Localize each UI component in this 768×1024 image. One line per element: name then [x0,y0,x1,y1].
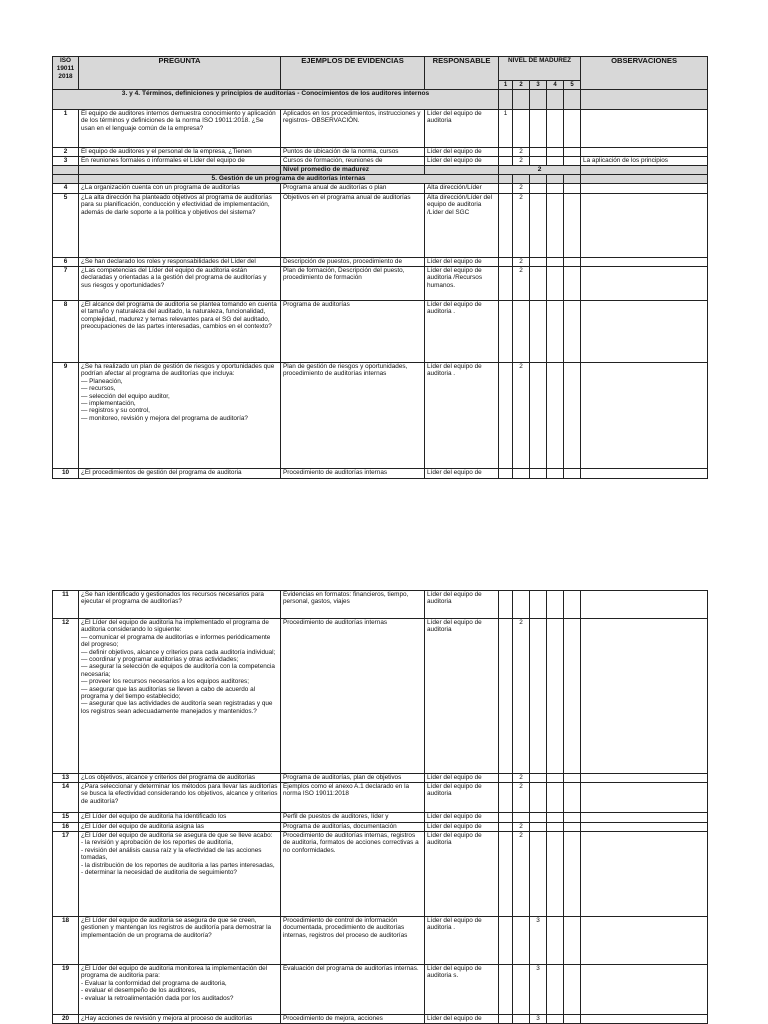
maturity-level-3-cell [530,148,547,157]
maturity-level-value: 2 [513,823,530,832]
table-row [53,832,708,917]
observation-text [581,110,708,148]
table-row [53,591,708,619]
evidence-text: Procedimiento de control de información documentada, procedimiento de auditorías internas, registros del proceso de auditorías [281,917,425,965]
maturity-level-1-cell [499,184,513,194]
question-number: 9 [53,363,79,469]
maturity-level-1-cell [499,363,513,469]
maturity-level-5-cell [564,1015,581,1024]
question-text: ¿El Líder del equipo de auditoria se asegura de que se lleve acabo: - la revisión y aprobación de los reportes de auditoria, - revisión del análisis causa raíz y la efectividad de las acciones tomadas, - la distribución de los reportes de auditoria a las partes interesadas, - determinar la necesidad de auditoria de seguimiento? [79,832,281,917]
section-empty-cell [530,90,547,110]
maturity-level-2-cell [513,917,530,965]
level-2-header: 2 [513,81,530,90]
iso-header: ISO 19011 2018 [53,57,79,90]
table-row [53,783,708,813]
maturity-level-3-cell [530,469,547,479]
responsible-text: Líder del equipo de [425,823,499,832]
evidence-text: Procedimiento de auditorías internas [281,469,425,479]
maturity-level-4-cell [547,832,564,917]
maturity-level-value: 3 [530,965,547,1015]
maturity-level-value: 2 [513,157,530,166]
section-empty-cell [53,175,79,184]
observation-text [581,591,708,619]
nivel-header: NIVEL DE MADUREZ [499,57,581,81]
question-text: ¿Para seleccionar y determinar los métodos para llevar las auditorías se busca la efectividad considerando los objetivos, alcance y criterios de auditoría? [79,783,281,813]
responsible-text: Líder del equipo de [425,148,499,157]
maturity-level-5-cell [564,832,581,917]
question-text: ¿El Líder del equipo de auditoria ha identificado los [79,813,281,823]
maturity-level-1-cell [499,301,513,363]
observation-text [581,783,708,813]
maturity-level-1-cell [499,619,513,774]
question-number: 16 [53,823,79,832]
question-number: 11 [53,591,79,619]
maturity-level-4-cell [547,258,564,267]
observation-text [581,832,708,917]
question-text: En reuniones formales o informales el Líder del equipo de [79,157,281,166]
question-number: 1 [53,110,79,148]
maturity-level-3-cell [530,832,547,917]
maturity-level-2-cell [513,301,530,363]
maturity-level-3-cell [530,258,547,267]
question-number: 18 [53,917,79,965]
maturity-level-5-cell [564,823,581,832]
observation-text [581,813,708,823]
evidence-text: Aplicados en los procedimientos, instrucciones y registros- OBSERVACIÓN. [281,110,425,148]
maturity-level-1-cell [499,591,513,619]
table-row [53,917,708,965]
page-2 [0,588,768,1024]
table-row [53,184,708,194]
maturity-level-1-cell [499,469,513,479]
observation-text [581,965,708,1015]
section-title: 5. Gestión de un programa de auditorías internas [79,175,499,184]
evidence-text: Perfil de puestos de auditores, líder y [281,813,425,823]
maturity-level-3-cell [530,184,547,194]
audit-table-page-1 [52,56,708,479]
question-text: ¿Los objetivos, alcance y criterios del programa de auditorías [79,774,281,783]
section-empty-cell [581,175,708,184]
maturity-level-5-cell [564,267,581,301]
observation-text [581,148,708,157]
table-row [53,90,708,110]
maturity-level-2-cell [513,469,530,479]
evidence-text: Procedimiento de auditorías internas, registros de auditoria, formatos de acciones correctivas a no conformidades. [281,832,425,917]
maturity-level-3-cell [530,363,547,469]
responsible-text: Líder del equipo de [425,258,499,267]
maturity-level-4-cell [547,194,564,258]
maturity-level-1-cell [499,917,513,965]
maturity-level-4-cell [547,184,564,194]
table-row [53,813,708,823]
observation-text [581,363,708,469]
observation-text [581,301,708,363]
question-number: 8 [53,301,79,363]
maturity-level-4-cell [547,157,564,166]
avg-value: 2 [499,166,581,175]
maturity-level-4-cell [547,363,564,469]
maturity-level-5-cell [564,783,581,813]
maturity-level-4-cell [547,774,564,783]
evidence-text: Descripción de puestos, procedimiento de [281,258,425,267]
maturity-level-5-cell [564,194,581,258]
maturity-level-4-cell [547,267,564,301]
table-row [53,175,708,184]
observaciones-header: OBSERVACIONES [581,57,708,90]
maturity-level-5-cell [564,148,581,157]
observation-text [581,619,708,774]
responsible-text: Líder del equipo de [425,813,499,823]
responsible-text: Líder del equipo de auditoria . [425,363,499,469]
maturity-level-5-cell [564,965,581,1015]
question-number: 2 [53,148,79,157]
observation-text [581,194,708,258]
maturity-level-3-cell [530,619,547,774]
maturity-level-4-cell [547,469,564,479]
maturity-level-1-cell [499,823,513,832]
maturity-level-2-cell [513,965,530,1015]
question-text: El equipo de auditores internos demuestra conocimiento y aplicación de los términos y definiciones de la norma ISO 19011:2018. ¿Se usan en el lenguaje común de la empresa? [79,110,281,148]
question-text: ¿El procedimientos de gestión del programa de auditoria [79,469,281,479]
maturity-level-value: 3 [530,1015,547,1024]
maturity-level-3-cell [530,783,547,813]
responsible-text: Líder del equipo de auditoria [425,832,499,917]
question-text: ¿La alta dirección ha planteado objetivos al programa de auditorías para su planificación, conducción y efectividad de implementación, además de darle soporte a la política y objetivos del sistema? [79,194,281,258]
question-number: 19 [53,965,79,1015]
maturity-level-4-cell [547,301,564,363]
maturity-level-1-cell [499,813,513,823]
observation-text [581,917,708,965]
table-row [53,110,708,148]
question-number: 4 [53,184,79,194]
table-row [53,166,708,175]
evidence-text: Evidencias en formatos: financieros, tiempo, personal, gastos, viajes [281,591,425,619]
maturity-level-4-cell [547,965,564,1015]
avg-empty-cell [425,166,499,175]
question-number: 6 [53,258,79,267]
maturity-level-4-cell [547,110,564,148]
maturity-level-value: 2 [513,783,530,813]
section-title: 3. y 4. Términos, definiciones y principios de auditorías - Conocimientos de los auditores internos [53,90,499,110]
question-number: 7 [53,267,79,301]
evidence-text: Programa anual de auditorías o plan [281,184,425,194]
question-text: ¿Las competencias del Líder del equipo de auditoria están declaradas y orientadas a la gestión del programa de auditorías y sus riesgos y oportunidades? [79,267,281,301]
table-row [53,774,708,783]
maturity-level-value: 2 [513,258,530,267]
evidence-text: Objetivos en el programa anual de auditorías [281,194,425,258]
maturity-level-value: 2 [513,363,530,469]
responsible-text: Líder del equipo de [425,1015,499,1024]
evidence-text: Ejemplos como el anexo A.1 declarado en la norma ISO 19011:2018 [281,783,425,813]
question-text: ¿El alcance del programa de auditoria se plantea tomando en cuenta el tamaño y naturaleza del auditado, la naturaleza, funcionalidad, complejidad, madurez y temas relevantes para el SG del auditado, preocupaciones de las partes interesadas, cambios en el contexto? [79,301,281,363]
observation-text: La aplicación de los principios [581,157,708,166]
maturity-level-2-cell [513,1015,530,1024]
maturity-level-4-cell [547,148,564,157]
maturity-level-2-cell [513,110,530,148]
ejemplos-header: EJEMPLOS DE EVIDENCIAS [281,57,425,90]
maturity-level-5-cell [564,184,581,194]
section-empty-cell [513,90,530,110]
question-number: 3 [53,157,79,166]
question-text: ¿Se han identificado y gestionados los recursos necesarios para ejecutar el programa de auditorías? [79,591,281,619]
section-empty-cell [499,175,513,184]
question-number: 5 [53,194,79,258]
section-empty-cell [564,175,581,184]
maturity-level-5-cell [564,917,581,965]
maturity-level-1-cell [499,783,513,813]
responsible-text: Alta dirección/Líder [425,184,499,194]
table-row [53,823,708,832]
avg-empty-cell [581,166,708,175]
table-row [53,148,708,157]
responsible-text: Líder del equipo de auditoria /Recursos humanos. [425,267,499,301]
maturity-level-1-cell [499,157,513,166]
section-empty-cell [499,90,513,110]
responsible-text: Líder del equipo de auditoria s. [425,965,499,1015]
avg-empty-cell [53,166,79,175]
observation-text [581,258,708,267]
question-number: 13 [53,774,79,783]
question-text: ¿El Líder del equipo de auditoría se asegura de que se creen, gestionen y mantengan los registros de auditoría para demostrar la implementación de un programa de auditoría? [79,917,281,965]
maturity-level-1-cell [499,267,513,301]
maturity-level-4-cell [547,783,564,813]
question-number: 12 [53,619,79,774]
question-number: 14 [53,783,79,813]
maturity-level-5-cell [564,591,581,619]
question-number: 10 [53,469,79,479]
question-number: 20 [53,1015,79,1024]
table-row [53,1015,708,1024]
observation-text [581,823,708,832]
maturity-level-2-cell [513,813,530,823]
audit-table-page-2 [52,590,708,1024]
level-1-header: 1 [499,81,513,90]
section-empty-cell [564,90,581,110]
responsible-text: Líder del equipo de [425,774,499,783]
question-text: ¿El Líder del equipo de auditoria monitorea la implementación del programa de auditoria para: - Evaluar la conformidad del programa de auditoria, - evaluar el desempeño de los auditores, - evaluar la retroalimentación dada por los auditados? [79,965,281,1015]
maturity-level-5-cell [564,774,581,783]
maturity-level-value: 2 [513,619,530,774]
maturity-level-value: 3 [530,917,547,965]
maturity-level-4-cell [547,813,564,823]
maturity-level-1-cell [499,774,513,783]
maturity-level-value: 2 [513,832,530,917]
question-text: ¿Se ha realizado un plan de gestión de riesgos y oportunidades que podrían afectar al programa de auditorías que incluya: — Planeación, — recursos, — selección del equipo auditor, — implementación, — registros y su control, — monitoreo, revisión y mejora del programa de auditoría? [79,363,281,469]
avg-label: Nivel promedio de madurez [281,166,425,175]
evidence-text: Plan de gestión de riesgos y oportunidades, procedimiento de auditorías internas [281,363,425,469]
evidence-text: Programa de auditorías, documentación [281,823,425,832]
maturity-level-3-cell [530,301,547,363]
evidence-text: Procedimiento de auditorías internas [281,619,425,774]
table-row [53,194,708,258]
maturity-level-4-cell [547,823,564,832]
question-number: 17 [53,832,79,917]
maturity-level-3-cell [530,110,547,148]
maturity-level-3-cell [530,591,547,619]
question-text: ¿El Líder del equipo de auditoria ha implementado el programa de auditoria considerando lo siguiente: — comunicar el programa de auditorías e informes periódicamente del progreso; — definir objetivos, alcance y criterios para cada auditoría individual; — coordinar y programar auditorías y otras actividades; — asegurar la selección de equipos de auditoría con la competencia necesaria; — proveer los recursos necesarios a los equipos auditores; — asegurar que las auditorías se lleven a cabo de acuerdo al programa y del tiempo establecido; — asegurar que las actividades de auditoría sean registradas y que los registros sean adecuadamente manejados y mantenidos.? [79,619,281,774]
question-number: 15 [53,813,79,823]
maturity-level-value: 1 [499,110,513,148]
table-row [53,619,708,774]
table-row [53,363,708,469]
table-row [53,301,708,363]
maturity-level-1-cell [499,258,513,267]
maturity-level-3-cell [530,194,547,258]
responsible-text: Líder del equipo de auditoria [425,783,499,813]
maturity-level-5-cell [564,301,581,363]
responsible-text: Alta dirección/Líder del equipo de auditoria /Líder del SGC [425,194,499,258]
level-3-header: 3 [530,81,547,90]
maturity-level-4-cell [547,619,564,774]
maturity-level-5-cell [564,157,581,166]
responsible-text: Líder del equipo de auditoria . [425,301,499,363]
maturity-level-3-cell [530,774,547,783]
question-text: ¿La organización cuenta con un programa de auditorías [79,184,281,194]
observation-text [581,184,708,194]
responsible-text: Líder del equipo de [425,469,499,479]
pregunta-header: PREGUNTA [79,57,281,90]
observation-text [581,1015,708,1024]
maturity-level-5-cell [564,619,581,774]
question-text: ¿El Líder del equipo de auditoria asigna las [79,823,281,832]
table-row [53,965,708,1015]
maturity-level-1-cell [499,194,513,258]
maturity-level-1-cell [499,832,513,917]
maturity-level-5-cell [564,469,581,479]
maturity-level-5-cell [564,258,581,267]
evidence-text: Cursos de formación, reuniones de [281,157,425,166]
maturity-level-3-cell [530,813,547,823]
maturity-level-value: 2 [513,148,530,157]
responsible-text: Líder del equipo de auditoria [425,110,499,148]
observation-text [581,469,708,479]
level-4-header: 4 [547,81,564,90]
evidence-text: Programa de auditorías [281,301,425,363]
question-text: ¿Hay acciones de revisión y mejora al proceso de auditorías [79,1015,281,1024]
table-row [53,469,708,479]
page-1 [0,0,768,500]
maturity-level-3-cell [530,157,547,166]
maturity-level-5-cell [564,110,581,148]
maturity-level-5-cell [564,813,581,823]
section-empty-cell [513,175,530,184]
responsible-text: Líder del equipo de auditoria [425,591,499,619]
maturity-level-1-cell [499,148,513,157]
section-empty-cell [547,175,564,184]
observation-text [581,267,708,301]
responsible-text: Líder del equipo de auditoria . [425,917,499,965]
maturity-level-3-cell [530,823,547,832]
maturity-level-4-cell [547,1015,564,1024]
responsable-header: RESPONSABLE [425,57,499,90]
table-row [53,267,708,301]
table-row [53,157,708,166]
question-text: ¿Se han declarado los roles y responsabilidades del Líder del [79,258,281,267]
maturity-level-value: 2 [513,184,530,194]
section-empty-cell [530,175,547,184]
maturity-level-4-cell [547,591,564,619]
evidence-text: Programa de auditorías, plan de objetivos [281,774,425,783]
maturity-level-1-cell [499,965,513,1015]
maturity-level-value: 2 [513,774,530,783]
table-row [53,258,708,267]
question-text: El equipo de auditores y el personal de la empresa, ¿Tienen [79,148,281,157]
maturity-level-value: 2 [513,194,530,258]
maturity-level-3-cell [530,267,547,301]
maturity-level-1-cell [499,1015,513,1024]
evidence-text: Puntos de ubicación de la norma, cursos [281,148,425,157]
avg-empty-cell [79,166,281,175]
evidence-text: Evaluación del programa de auditorías internas. [281,965,425,1015]
evidence-text: Plan de formación, Descripción del puesto, procedimiento de formación [281,267,425,301]
section-empty-cell [581,90,708,110]
observation-text [581,774,708,783]
maturity-level-value: 2 [513,267,530,301]
level-5-header: 5 [564,81,581,90]
maturity-level-5-cell [564,363,581,469]
section-empty-cell [547,90,564,110]
maturity-level-2-cell [513,591,530,619]
maturity-level-4-cell [547,917,564,965]
evidence-text: Procedimiento de mejora, acciones [281,1015,425,1024]
responsible-text: Líder del equipo de auditoria [425,619,499,774]
responsible-text: Líder del equipo de [425,157,499,166]
